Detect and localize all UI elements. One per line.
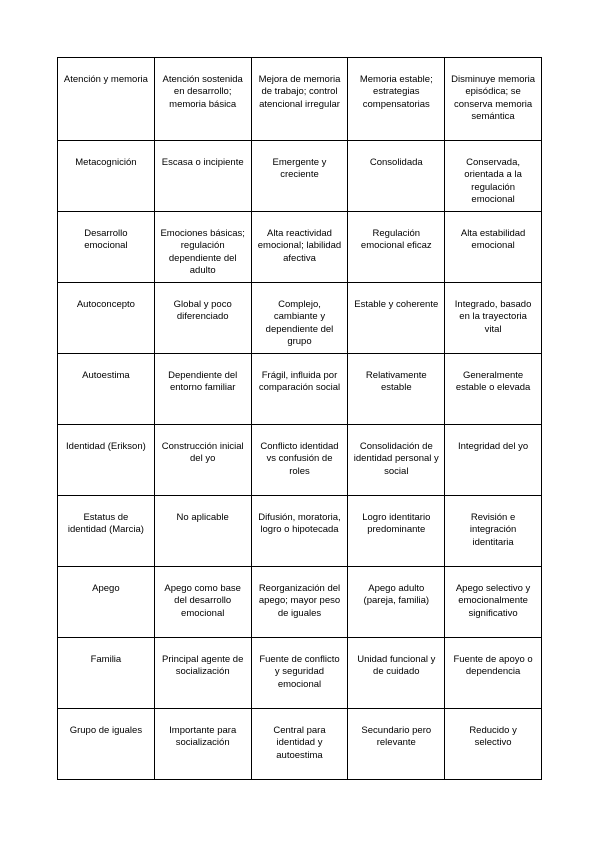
table-row xyxy=(58,212,542,283)
row-label: Atención y memoria xyxy=(58,58,155,141)
table-cell: Consolidada xyxy=(348,141,445,212)
row-label: Apego xyxy=(58,567,155,638)
table-cell: Frágil, influida por comparación social xyxy=(251,354,348,425)
table-cell: Apego como base del desarrollo emocional xyxy=(154,567,251,638)
table-row xyxy=(58,354,542,425)
table-cell: Memoria estable; estrategias compensatorias xyxy=(348,58,445,141)
table-row xyxy=(58,709,542,780)
table-cell: Fuente de apoyo o dependencia xyxy=(445,638,542,709)
table-cell: Consolidación de identidad personal y social xyxy=(348,425,445,496)
table-cell: Logro identitario predominante xyxy=(348,496,445,567)
table-cell: Emociones básicas; regulación dependiente del adulto xyxy=(154,212,251,283)
table-row xyxy=(58,141,542,212)
table-cell: Global y poco diferenciado xyxy=(154,283,251,354)
table-cell: Apego adulto (pareja, familia) xyxy=(348,567,445,638)
row-label: Desarrollo emocional xyxy=(58,212,155,283)
table-cell: Secundario pero relevante xyxy=(348,709,445,780)
development-table xyxy=(57,57,542,780)
row-label: Identidad (Erikson) xyxy=(58,425,155,496)
table-row xyxy=(58,496,542,567)
table-cell: Disminuye memoria episódica; se conserva memoria semántica xyxy=(445,58,542,141)
table-cell: Relativamente estable xyxy=(348,354,445,425)
table-cell: Reducido y selectivo xyxy=(445,709,542,780)
row-label: Estatus de identidad (Marcia) xyxy=(58,496,155,567)
table-row xyxy=(58,567,542,638)
table-row xyxy=(58,58,542,141)
row-label: Metacognición xyxy=(58,141,155,212)
table-cell: Mejora de memoria de trabajo; control atencional irregular xyxy=(251,58,348,141)
table-row xyxy=(58,283,542,354)
table-cell: Difusión, moratoria, logro o hipotecada xyxy=(251,496,348,567)
table-cell: Estable y coherente xyxy=(348,283,445,354)
table-row xyxy=(58,638,542,709)
table-cell: Alta estabilidad emocional xyxy=(445,212,542,283)
table-cell: Construcción inicial del yo xyxy=(154,425,251,496)
table-cell: Conflicto identidad vs confusión de roles xyxy=(251,425,348,496)
table-body xyxy=(58,58,542,780)
table-cell: Dependiente del entorno familiar xyxy=(154,354,251,425)
table-cell: Central para identidad y autoestima xyxy=(251,709,348,780)
table-cell: Integrado, basado en la trayectoria vital xyxy=(445,283,542,354)
table-cell: Fuente de conflicto y seguridad emocional xyxy=(251,638,348,709)
table-cell: Integridad del yo xyxy=(445,425,542,496)
table-cell: Unidad funcional y de cuidado xyxy=(348,638,445,709)
table-cell: Emergente y creciente xyxy=(251,141,348,212)
table-cell: Escasa o incipiente xyxy=(154,141,251,212)
row-label: Autoconcepto xyxy=(58,283,155,354)
table-cell: Alta reactividad emocional; labilidad afectiva xyxy=(251,212,348,283)
row-label: Autoestima xyxy=(58,354,155,425)
table-cell: Regulación emocional eficaz xyxy=(348,212,445,283)
table-cell: No aplicable xyxy=(154,496,251,567)
table-cell: Revisión e integración identitaria xyxy=(445,496,542,567)
row-label: Grupo de iguales xyxy=(58,709,155,780)
table-cell: Complejo, cambiante y dependiente del grupo xyxy=(251,283,348,354)
table-cell: Importante para socialización xyxy=(154,709,251,780)
table-cell: Apego selectivo y emocionalmente significativo xyxy=(445,567,542,638)
row-label: Familia xyxy=(58,638,155,709)
table-row xyxy=(58,425,542,496)
table-cell: Reorganización del apego; mayor peso de iguales xyxy=(251,567,348,638)
table-cell: Conservada, orientada a la regulación emocional xyxy=(445,141,542,212)
table-cell: Generalmente estable o elevada xyxy=(445,354,542,425)
table-cell: Principal agente de socialización xyxy=(154,638,251,709)
table-cell: Atención sostenida en desarrollo; memoria básica xyxy=(154,58,251,141)
